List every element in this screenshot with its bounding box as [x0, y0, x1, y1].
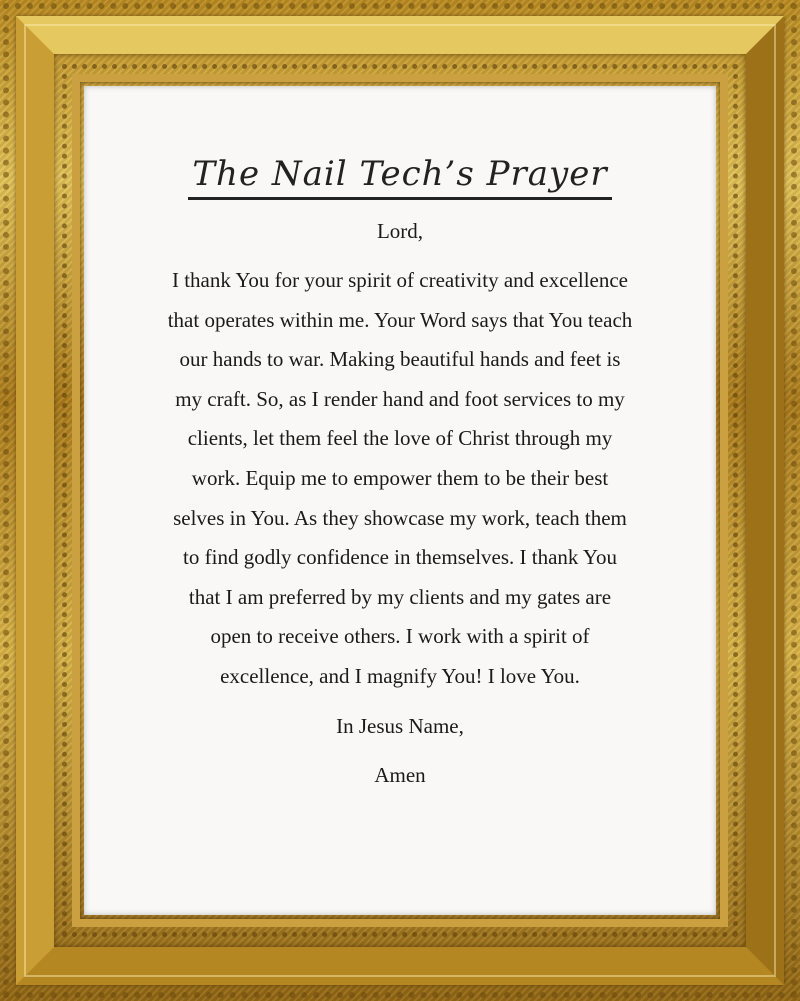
prayer-body	[140, 261, 660, 697]
prayer-line: open to receive others. I work with a spirit of	[210, 624, 590, 649]
prayer-line: our hands to war. Making beautiful hands and feet is	[179, 347, 621, 372]
prayer-line: that I am preferred by my clients and my gates are	[188, 584, 612, 609]
prayer-line: clients, let them feel the love of Christ through my	[187, 426, 613, 451]
prayer-paper	[84, 86, 716, 915]
prayer-greeting: Lord,	[376, 218, 424, 243]
prayer-line: excellence, and I magnify You! I love You.	[220, 664, 580, 689]
prayer-line: that operates within me. Your Word says that You teach	[167, 307, 633, 332]
prayer-amen: Amen	[374, 762, 426, 787]
prayer-line: to find godly confidence in themselves. I thank You	[183, 545, 617, 570]
prayer-line: my craft. So, as I render hand and foot services to my	[175, 386, 625, 411]
prayer-line: I thank You for your spirit of creativity and excellence	[171, 268, 629, 293]
prayer-closing: In Jesus Name,	[336, 713, 464, 738]
prayer-line: selves in You. As they showcase my work, teach them	[173, 505, 627, 530]
prayer-line: work. Equip me to empower them to be their best	[191, 466, 609, 491]
prayer-title: The Nail Tech’s Prayer	[188, 154, 611, 200]
